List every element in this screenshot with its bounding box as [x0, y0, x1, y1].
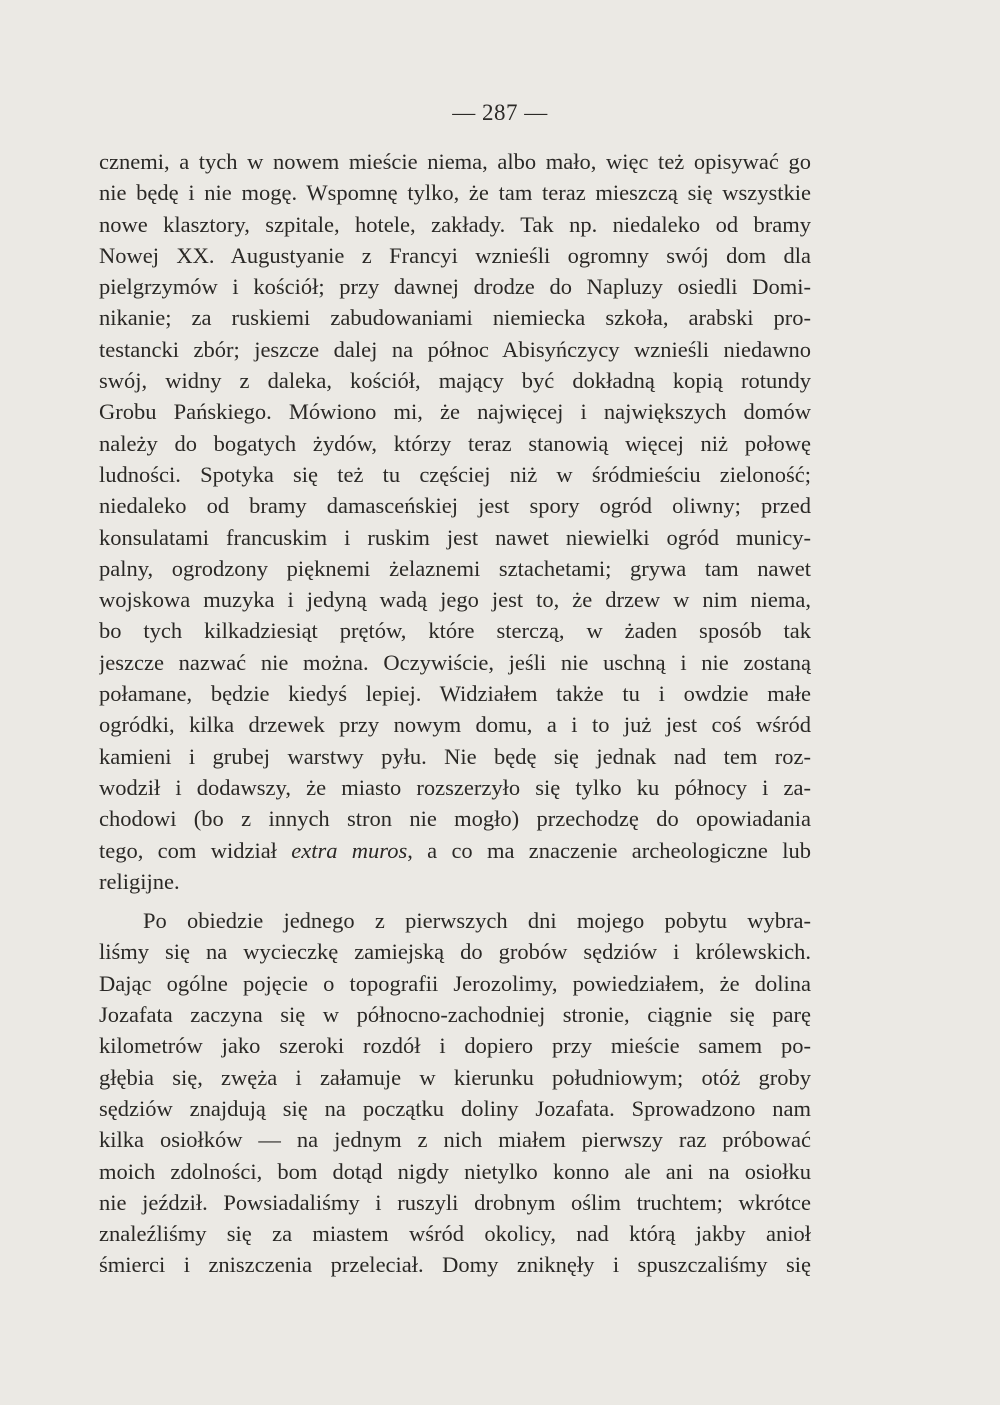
text-line: palny, ogrodzony pięknemi żelaznemi sztachetami; grywa tam nawet	[99, 555, 811, 581]
text-line: Nowej XX. Augustyanie z Francyi wznieśli ogromny swój dom dla	[99, 242, 811, 268]
text-line: kilka osiołków — na jednym z nich miałem pierwszy raz próbować	[99, 1127, 811, 1153]
text-line: nowe klasztory, szpitale, hotele, zakłady. Tak np. niedaleko od bramy	[99, 211, 811, 237]
text-line: Dając ogólne pojęcie o topografii Jerozolimy, powiedziałem, że dolina	[99, 970, 811, 996]
text-line: głębia się, zwęża i załamuje w kierunku południowym; otóż groby	[99, 1064, 811, 1090]
text-line: konsulatami francuskim i ruskim jest nawet niewielki ogród municy-	[99, 524, 811, 550]
text-line: kamieni i grubej warstwy pyłu. Nie będę się jednak nad tem roz-	[99, 743, 811, 769]
italic-phrase: extra muros	[291, 837, 408, 863]
text-line: nikanie; za ruskiemi zabudowaniami niemiecka szkoła, arabski pro-	[99, 305, 811, 331]
text-line: liśmy się na wycieczkę zamiejską do grobów sędziów i królewskich.	[99, 939, 811, 965]
text-line: połamane, będzie kiedyś lepiej. Widziałem także tu i owdzie małe	[99, 681, 811, 707]
text-line: sędziów znajdują się na początku doliny Jozafata. Sprowadzono nam	[99, 1095, 811, 1121]
text-line: testancki zbór; jeszcze dalej na północ Abisyńczycy wznieśli niedawno	[99, 336, 811, 362]
text-line: śmierci i zniszczenia przeleciał. Domy zniknęły i spuszczaliśmy się	[99, 1252, 811, 1278]
text-line: bo tych kilkadziesiąt prętów, które sterczą, w żaden sposób tak	[99, 618, 811, 644]
text-line: nie będę i nie mogę. Wspomnę tylko, że tam teraz mieszczą się wszystkie	[99, 180, 811, 206]
text-line: cznemi, a tych w nowem mieście niema, albo mało, więc też opisywać go	[99, 149, 811, 174]
page-number: — 287 —	[452, 100, 548, 125]
text-line: nie jeździł. Powsiadaliśmy i ruszyli drobnym oślim truchtem; wkrótce	[99, 1189, 811, 1215]
text-fragment: tego, com widział	[99, 837, 292, 863]
text-line: kilometrów jako szeroki rozdół i dopiero przy mieście samem po-	[99, 1033, 811, 1059]
text-line: należy do bogatych żydów, którzy teraz stanowią więcej niż połowę	[99, 430, 811, 456]
text-line: ogródki, kilka drzewek przy nowym domu, a i to już jest coś wśród	[99, 712, 811, 738]
text-line: niedaleko od bramy damasceńskiej jest spory ogród oliwny; przed	[99, 493, 811, 519]
text-line: moich zdolności, bom dotąd nigdy nietylko konno ale ani na osiołku	[99, 1158, 811, 1184]
paragraph	[99, 146, 811, 897]
body-text	[99, 146, 811, 1281]
text-line: wodził i dodawszy, że miasto rozszerzyło się tylko ku północy i za-	[99, 774, 811, 800]
text-line: ludności. Spotyka się też tu częściej niż w śródmieściu zieloność;	[99, 461, 811, 487]
text-fragment: , a co ma znaczenie archeologiczne lub	[407, 837, 811, 863]
text-line: jeszcze nazwać nie można. Oczywiście, jeśli nie uschną i nie zostaną	[99, 649, 811, 675]
text-line-with-italic	[99, 835, 811, 866]
text-line: pielgrzymów i kościół; przy dawnej drodze do Napluzy osiedli Domi-	[99, 274, 811, 300]
text-line: chodowi (bo z innych stron nie mogło) przechodzę do opowiadania	[99, 806, 811, 832]
text-line: Po obiedzie jednego z pierwszych dni mojego pobytu wybra-	[143, 908, 811, 934]
text-line: Grobu Pańskiego. Mówiono mi, że najwięcej i największych domów	[99, 399, 811, 425]
text-line: Jozafata zaczyna się w północno-zachodniej stronie, ciągnie się parę	[99, 1002, 811, 1028]
paragraph-gap	[99, 897, 811, 905]
text-line: znaleźliśmy się za miastem wśród okolicy, nad którą jakby anioł	[99, 1221, 811, 1247]
text-line: swój, widny z daleka, kościół, mający być dokładną kopią rotundy	[99, 368, 811, 394]
paragraph	[99, 905, 811, 1281]
text-line: religijne.	[99, 868, 180, 894]
text-line: wojskowa muzyka i jedyną wadą jego jest to, że drzew w nim niema,	[99, 587, 811, 613]
